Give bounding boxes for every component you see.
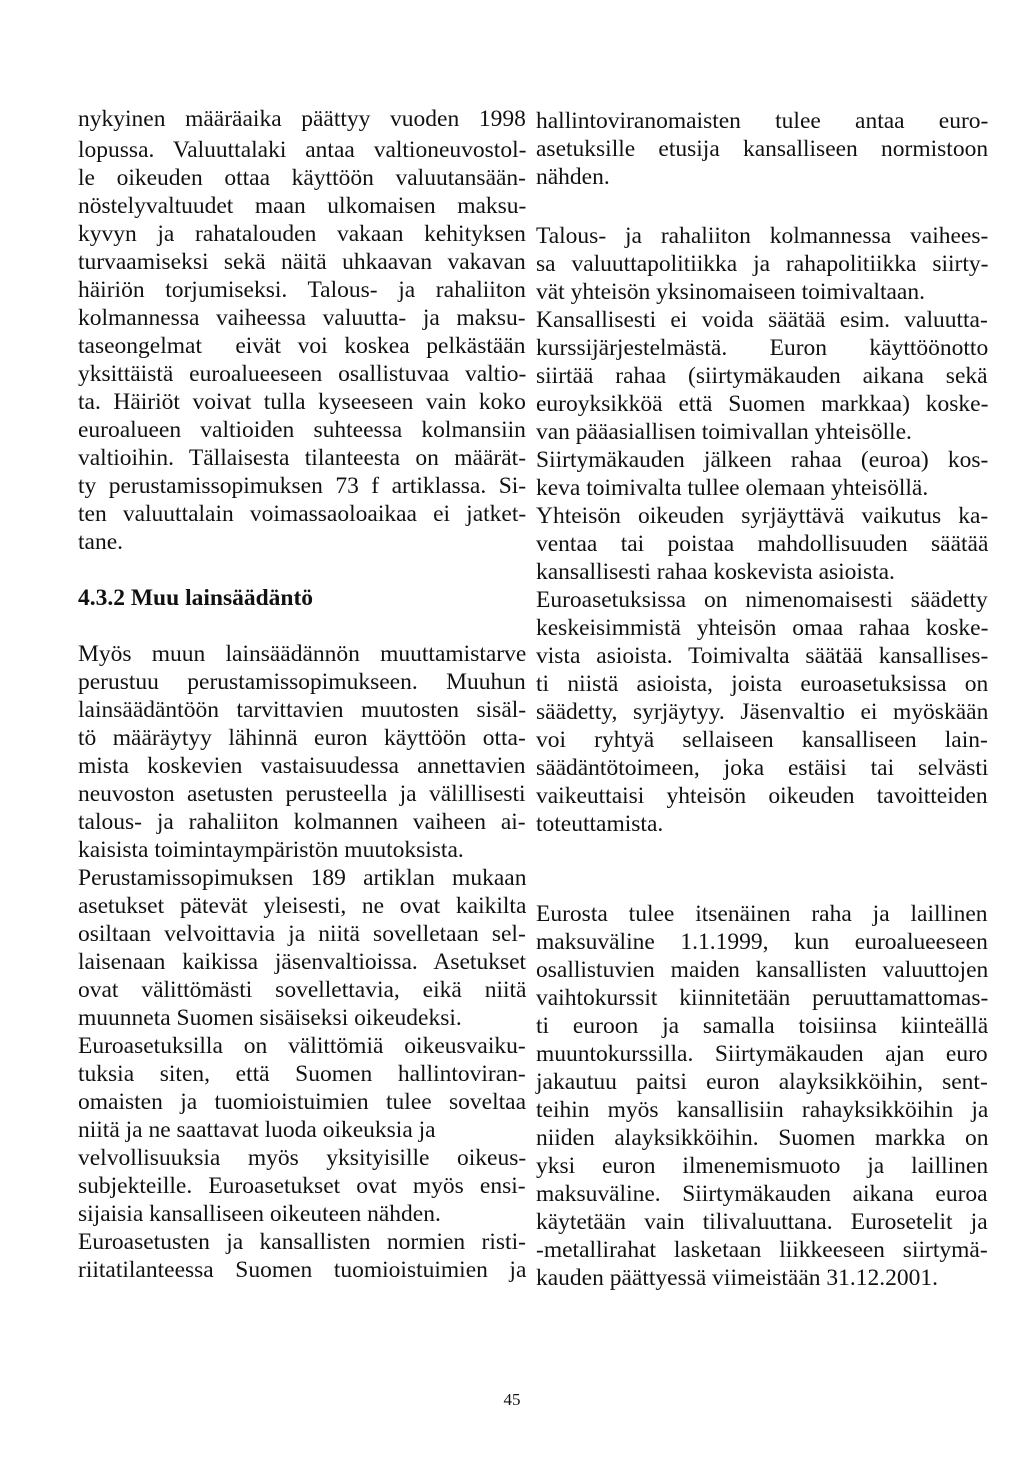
text-line: tuksia siten, että Suomen hallintoviran-: [78, 1061, 526, 1087]
text-line: yksittäistä euroalueeseen osallistuvaa valtio-: [78, 361, 527, 387]
text-line: keskeisimmistä yhteisön omaa rahaa koske-: [536, 615, 989, 641]
text-line: kaisista toimintaympäristön muutoksista.: [78, 837, 464, 863]
text-line: van pääasiallisen toimivallan yhteisölle.: [536, 419, 912, 445]
text-line: ovat välittömästi sovellettavia, eikä niitä: [78, 977, 527, 1003]
text-line: vät yhteisön yksinomaiseen toimivaltaan.: [536, 279, 925, 305]
text-line: käytetään vain tilivaluuttana. Eurosetelit ja: [536, 1209, 988, 1235]
text-line: Euroasetuksissa on nimenomaisesti säädetty: [536, 587, 988, 613]
text-line: ti euroon ja samalla toisiinsa kiinteällä: [536, 1013, 989, 1039]
text-line: maksuväline. Siirtymäkauden aikana euroa: [536, 1181, 988, 1207]
text-line: maksuväline 1.1.1999, kun euroalueeseen: [536, 929, 988, 955]
text-line: vista asioista. Toimivalta säätää kansallises-: [536, 643, 989, 669]
text-line: vaihtokurssit kiinnitetään peruuttamattomas-: [536, 985, 989, 1011]
text-line: ty perustamissopimuksen 73 f artiklassa. Si-: [78, 473, 527, 499]
text-line: kauden päättyessä viimeistään 31.12.2001.: [536, 1265, 939, 1291]
text-line: Talous- ja rahaliiton kolmannessa vaihees-: [536, 223, 989, 249]
text-line: Siirtymäkauden jälkeen rahaa (euroa) kos-: [536, 447, 989, 473]
text-line: -metallirahat lasketaan liikkeeseen siirtymä-: [536, 1237, 988, 1263]
section-heading: 4.3.2 Muu lainsäädäntö: [78, 585, 314, 611]
text-line: omaisten ja tuomioistuimien tulee soveltaa: [78, 1089, 527, 1115]
text-line: muunneta Suomen sisäiseksi oikeudeksi.: [78, 1005, 462, 1031]
text-line: Euroasetusten ja kansallisten normien risti-: [78, 1229, 526, 1255]
text-line: euroalueen valtioiden suhteessa kolmansiin: [78, 417, 526, 443]
text-line: ta. Häiriöt voivat tulla kyseeseen vain koko: [78, 389, 526, 415]
text-line: muuntokurssilla. Siirtymäkauden ajan euro: [536, 1041, 988, 1067]
page-number: 45: [503, 1390, 521, 1409]
text-line: mista koskevien vastaisuudessa annettavien: [78, 753, 526, 779]
text-line: talous- ja rahaliiton kolmannen vaiheen ai-: [78, 809, 526, 835]
text-line: niitä ja ne saattavat luoda oikeuksia ja: [78, 1117, 436, 1143]
text-line: siirtää rahaa (siirtymäkauden aikana sekä: [536, 363, 988, 389]
text-line: Kansallisesti ei voida säätää esim. valuutta-: [536, 307, 988, 333]
text-line: ventaa tai poistaa mahdollisuuden säätää: [536, 531, 989, 557]
text-line: kansallisesti rahaa koskevista asioista.: [536, 559, 895, 585]
text-line: kolmannessa vaiheessa valuutta- ja maksu-: [78, 305, 526, 331]
text-line: vaikeuttaisi yhteisön oikeuden tavoitteiden: [536, 783, 988, 809]
text-line: jakautuu paitsi euron alayksikköihin, sent-: [536, 1069, 988, 1095]
text-line: Yhteisön oikeuden syrjäyttävä vaikutus ka-: [536, 503, 989, 529]
text-line: asetuksille etusija kansalliseen normistoon: [536, 136, 989, 162]
text-line: kyvyn ja rahatalouden vakaan kehityksen: [78, 221, 526, 247]
text-line: le oikeuden ottaa käyttöön valuutansään-: [78, 165, 527, 191]
text-line: Perustamissopimuksen 189 artiklan mukaan: [78, 865, 527, 891]
text-line: laisenaan kaikissa jäsenvaltioissa. Asetukset: [78, 949, 527, 975]
text-line: häiriön torjumiseksi. Talous- ja rahaliiton: [78, 277, 526, 303]
text-line: voi ryhtyä sellaiseen kansalliseen lain-: [536, 727, 988, 753]
text-line: yksi euron ilmenemismuoto ja laillinen: [536, 1153, 989, 1179]
text-line: säädäntötoimeen, joka estäisi tai selvästi: [536, 755, 989, 781]
text-line: hallintoviranomaisten tulee antaa euro-: [536, 108, 989, 134]
text-line: Euroasetuksilla on välittömiä oikeusvaiku-: [78, 1033, 526, 1059]
text-line: asetukset pätevät yleisesti, ne ovat kaikilta: [78, 893, 527, 919]
text-line: keva toimivalta tullee olemaan yhteisöllä.: [536, 475, 929, 501]
text-line: sa valuuttapolitiikka ja rahapolitiikka siirty-: [536, 251, 989, 277]
text-line: ten valuuttalain voimassaoloaikaa ei jatket-: [78, 501, 527, 527]
text-line: toteuttamista.: [536, 811, 664, 837]
text-line: nöstelyvaltuudet maan ulkomaisen maksu-: [78, 193, 527, 219]
text-line: nykyinen määräaika päättyy vuoden 1998: [78, 106, 526, 132]
text-line: subjekteille. Euroasetukset ovat myös ensi-: [78, 1173, 526, 1199]
text-line: perustuu perustamissopimukseen. Muuhun: [78, 669, 526, 695]
text-line: lainsäädäntöön tarvittavien muutosten sisäl-: [78, 697, 527, 723]
text-line: taseongelmat eivät voi koskea pelkästään: [78, 333, 526, 359]
text-line: lopussa. Valuuttalaki antaa valtioneuvostol-: [78, 137, 527, 163]
text-line: Myös muun lainsäädännön muuttamistarve: [78, 641, 527, 667]
text-line: ti niistä asioista, joista euroasetuksissa on: [536, 671, 989, 697]
text-line: säädetty, syrjäytyy. Jäsenvaltio ei myöskään: [536, 699, 989, 725]
text-line: euroyksikköä että Suomen markkaa) koske-: [536, 391, 989, 417]
text-line: nähden.: [536, 164, 610, 190]
text-line: osallistuvien maiden kansallisten valuuttojen: [536, 957, 989, 983]
text-line: niiden alayksikköihin. Suomen markka on: [536, 1125, 989, 1151]
text-line: turvaamiseksi sekä näitä uhkaavan vakavan: [78, 249, 526, 275]
text-line: osiltaan velvoittavia ja niitä sovelletaan sel-: [78, 921, 526, 947]
text-line: Eurosta tulee itsenäinen raha ja laillinen: [536, 901, 988, 927]
text-line: sijaisia kansalliseen oikeuteen nähden.: [78, 1201, 441, 1227]
text-line: valtioihin. Tällaisesta tilanteesta on määrät-: [78, 445, 527, 471]
text-line: teihin myös kansallisiin rahayksikköihin ja: [536, 1097, 989, 1123]
text-line: velvollisuuksia myös yksityisille oikeus-: [78, 1145, 527, 1171]
text-line: neuvoston asetusten perusteella ja välillisesti: [78, 781, 526, 807]
text-line: tane.: [78, 529, 124, 555]
text-line: kurssijärjestelmästä. Euron käyttöönotto: [536, 335, 989, 361]
text-line: tö määräytyy lähinnä euron käyttöön otta-: [78, 725, 526, 751]
text-line: riitatilanteessa Suomen tuomioistuimien ja: [78, 1257, 527, 1283]
